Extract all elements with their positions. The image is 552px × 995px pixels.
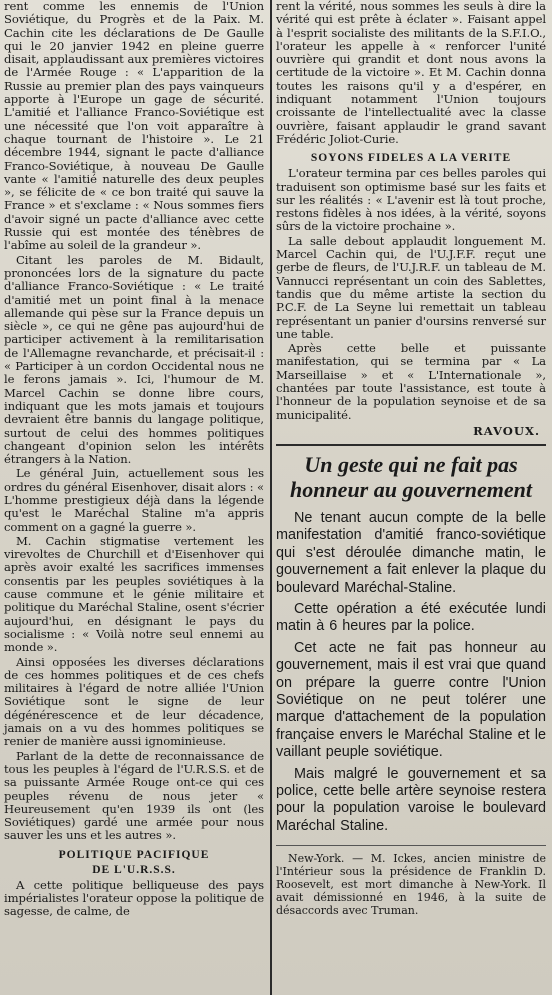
article-paragraph: Ainsi opposées les diverses déclarations de ces hommes politiques et de ces chefs militaires à l'égard de notre alliée l'Union Soviétique sont le signe de leur dégénérescence et de leur décadence, jamais on a vu des hommes politiques se renier de manière aussi ignominieuse.: [4, 654, 264, 749]
section-divider: [276, 444, 546, 446]
author-signature: RAVOUX.: [473, 423, 540, 438]
article-paragraph: Mais malgré le gouvernement et sa police, cette belle artère seynoise restera pour la population varoise le boulevard Maréchal Staline.: [276, 765, 546, 834]
article-paragraph: Cette opération a été exécutée lundi matin à 6 heures par la police.: [276, 600, 546, 635]
article-paragraph: L'orateur termina par ces belles paroles qui traduisent son optimisme basé sur les faits et sur les réalités : « L'avenir est là tout proche, restons fidèles à nos idées, à la vérité, soyons sûrs de la victoire prochaine ».: [276, 166, 546, 234]
article-paragraph: Ne tenant aucun compte de la belle manifestation d'amitié franco-soviétique qui s'est déroulée dimanche matin, le gouvernement a fait enlever la plaque du boulevard Maréchal-Staline.: [276, 509, 546, 596]
subheading: SOYONS FIDELES A LA VERITE: [310, 152, 512, 165]
subheading: DE L'U.R.S.S.: [92, 863, 176, 876]
article-paragraph: A cette politique belliqueuse des pays impérialistes l'orateur oppose la politique de sagesse, de calme, de: [4, 877, 264, 919]
left-column: [4, 0, 264, 920]
subheading: POLITIQUE PACIFIQUE: [58, 848, 210, 861]
article-paragraph: Parlant de la dette de reconnaissance de tous les peuples à l'égard de l'U.R.S.S. et de sa puissante Armée Rouge ont-ce qui ces peuples révenu de nous jeter « Heureusement qu'en 1939 ils ont (les Soviétiques) gardé une armée pour nous sauver les uns et les autres ».: [4, 748, 264, 843]
article-paragraph: M. Cachin stigmatise vertement les virevoltes de Churchill et d'Eisenhover qui après avoir exalté les sacrifices immenses consentis par les peuples soviétiques à la cause commune et le génie militaire et politique du Maréchal Staline, osent s'écrier aujourd'hui, en désignant le pays du socialisme : « Voilà notre seul ennemi au monde ».: [4, 533, 264, 655]
article-paragraph: Citant les paroles de M. Bidault, prononcées lors de la signature du pacte d'alliance Franco-Soviétique : « Le traité d'amitié met un point final à la menace allemande qui pèse sur la France depuis un siècle », ce qui ne gêne pas aujourd'hui de participer activement à la remilitarisation de l'Allemagne revancharde, et précisait-il : « Participer à un cordon Occidental nous ne le ferons jamais ». Ici, l'humour de M. Marcel Cachin se donne libre cours, indiquant que les mots jamais et toujours devraient être bannis du langage politique, surtout de celui des hommes politiques changeant d'opinion selon les intérêts étrangers à la Nation.: [4, 252, 264, 467]
article-paragraph: rent comme les ennemis de l'Union Soviétique, du Progrès et de la Paix. M. Cachin cite les déclarations de De Gaulle qui le 20 janvier 1942 en pleine guerre disait, applaudissant aux premières victoires de l'Armée Rouge : « L'apparition de la Russie au premier plan des pays vainqueurs apporte à l'Europe un gage de sécurité. L'amitié et l'alliance Franco-Soviétique est une nécessité que l'on voit apparaître à chaque tournant de l'histoire ». Le 21 décembre 1944, signant le pacte d'alliance Franco-Soviétique, à nouveau De Gaulle vante « l'amitié naturelle des deux peuples », se félicite de « ce bon traité qui sauve la France » et s'exclame : « Nous sommes fiers d'avoir signé un pacte d'alliance avec cette Russie qui est montée des ténèbres de l'abîme au soleil de la grandeur ».: [4, 0, 264, 253]
article-paragraph: rent la vérité, nous sommes les seuls à dire la vérité qui est prête à éclater ». Faisant appel à l'esprit socialiste des militants de la S.F.I.O., l'orateur les appelle à « renforcer l'unité ouvrière qui grandit et dont nous avons la certitude de la victoire ». Et M. Cachin donna toutes les raisons qu'il y a d'espérer, en indiquant notamment l'Union toujours croissante de l'intellectualité avec la classe ouvrière, faisant applaudir le grand savant Frédéric Joliot-Curie.: [276, 0, 546, 146]
right-column: [276, 0, 546, 917]
column-divider: [270, 0, 272, 995]
article-headline: Un geste qui ne fait pas honneur au gouvernement: [289, 451, 533, 502]
news-brief: New-York. — M. Ickes, ancien ministre de l'Intérieur sous la présidence de Franklin D. Roosevelt, est mort dimanche à New-York. Il avait démissionné en 1946, à la suite de désaccords avec Truman.: [276, 845, 546, 917]
article-paragraph: Après cette belle et puissante manifestation, qui se termina par « La Marseillaise » et « L'Internationale », chantées par toute l'assistance, est toute à l'honneur de la population seynoise et de sa municipalité.: [276, 341, 546, 422]
article-paragraph: La salle debout applaudit longuement M. Marcel Cachin qui, de l'U.J.F.F. reçut une gerbe de fleurs, de l'U.J.R.F. un tableau de M. Vannucci représentant un coin des Sablettes, tandis que du même artiste la section du P.C.F. de La Seyne lui remettait un tableau représentant un panier d'oursins renversé sur une table.: [276, 233, 546, 341]
article-paragraph: Cet acte ne fait pas honneur au gouvernement, mais il est vrai que quand on prépare la guerre contre l'Union Soviétique on ne peut tolérer une marque d'attachement de la population française envers le Maréchal Staline et le vaillant peuple soviétique.: [276, 639, 546, 761]
article-paragraph: Le général Juin, actuellement sous les ordres du général Eisenhover, disait alors : « L'homme prestigieux déjà dans la légende qu'est le Maréchal Staline m'a appris comment on a gagné la guerre ».: [4, 466, 264, 534]
